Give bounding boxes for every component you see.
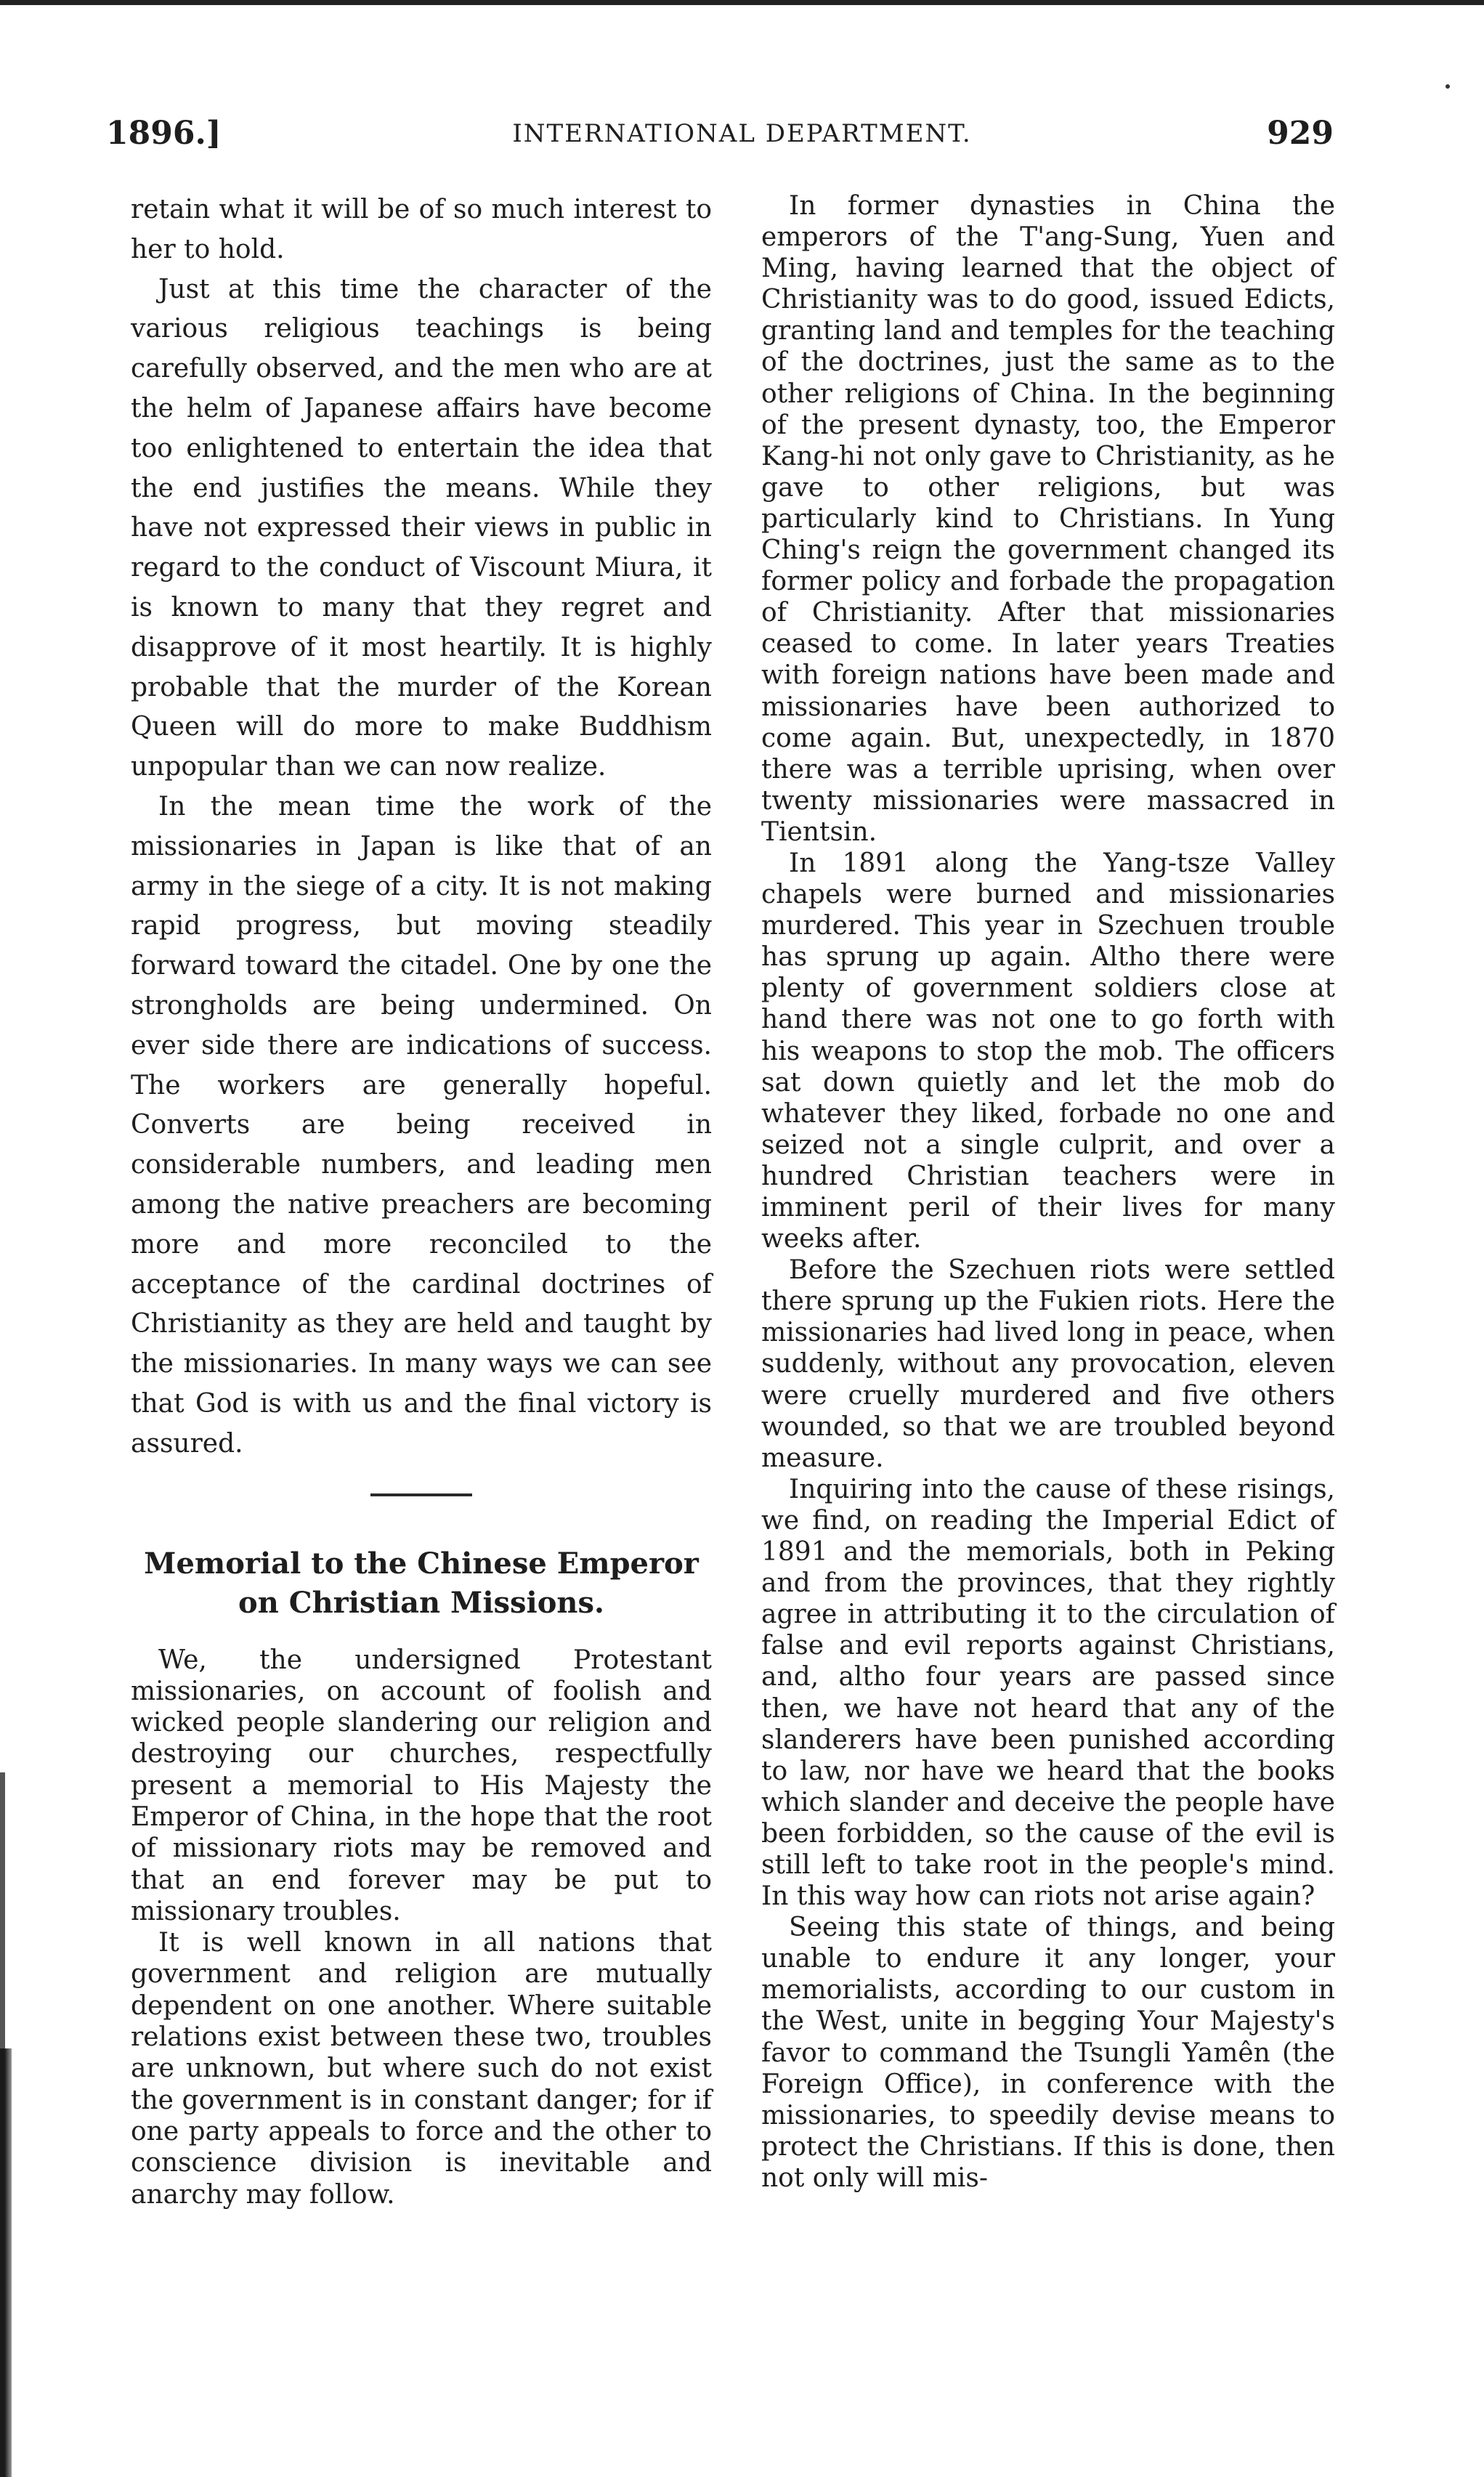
paragraph: Seeing this state of things, and being unable to endure it any longer, your memorialists, according to our custom in the West, unite in begging Your Majesty's favor to command the Tsungli Yamên (the Foreign Office), in conference with the missionaries, to speedily devise means to protect the Christians. If this is done, then not only will mis- — [761, 1913, 1335, 2193]
right-column — [761, 190, 1335, 2194]
running-header — [0, 115, 1484, 158]
left-column — [131, 190, 712, 2210]
memorial-body — [131, 1645, 712, 2210]
section-divider — [370, 1493, 472, 1496]
paragraph: Before the Szechuen riots were settled there sprung up the Fukien riots. Here the missionaries had lived long in peace, when suddenly, without any provocation, eleven were cruelly murdered and five others wounded, so that we are troubled beyond measure. — [761, 1255, 1335, 1473]
page-number: 929 — [1267, 115, 1334, 152]
paragraph: In 1891 along the Yang-tsze Valley chapels were burned and missionaries murdered. This year in Szechuen trouble has sprung up again. Altho there were plenty of government soldiers close at hand there was not one to go forth with his weapons to stop the mob. The officers sat down quietly and let the mob do whatever they liked, forbade no one and seized not a single culprit, and over a hundred Christian teachers were in imminent peril of their lives for many weeks after. — [761, 848, 1335, 1254]
paragraph: retain what it will be of so much interest to her to hold. — [131, 195, 712, 264]
paragraph: Inquiring into the cause of these risings, we find, on reading the Imperial Edict of 1891 and the memorials, both in Peking and from the provinces, that they rightly agree in attributing it to the circulation of false and evil reports against Christians, and, altho four years are passed since then, we have not heard that any of the slanderers have been punished according to law, nor have we heard that the books which slander and deceive the people have been forbidden, so the cause of the evil is still left to take root in the people's mind. In this way how can riots not arise again? — [761, 1474, 1335, 1912]
header-title: INTERNATIONAL DEPARTMENT. — [512, 119, 972, 148]
binding-shadow-upper — [0, 1772, 5, 2048]
paragraph: Just at this time the character of the various religious teachings is being carefully observed, and the men who are at the helm of Japanese affairs have become too enlightened to entertain the idea that the end justifies the means. While they have not expressed their views in public in regard to the conduct of Viscount Miura, it is known to many that they regret and disapprove of it most heartily. It is highly probable that the murder of the Korean Queen will do more to make Buddhism unpopular than we can now realize. — [131, 274, 712, 782]
paragraph: We, the undersigned Protestant missionaries, on account of foolish and wicked people slandering our religion and destroying our churches, respectfully present a memorial to His Majesty the Emperor of China, in the hope that the root of missionary riots may be removed and that an end forever may be put to missionary troubles. — [131, 1645, 712, 1926]
article-title: Memorial to the Chinese Emperor on Christian Missions. — [144, 1546, 699, 1620]
paragraph: In the mean time the work of the missionaries in Japan is like that of an army in the siege of a city. It is not making rapid progress, but moving steadily forward toward the citadel. One by one the strongholds are being undermined. On ever side there are indications of success. The workers are generally hopeful. Converts are being received in considerable numbers, and leading men among the native preachers are becoming more and more reconciled to the acceptance of the cardinal doctrines of Christianity as they are held and taught by the missionaries. In many ways we can see that God is with us and the final victory is assured. — [131, 791, 712, 1459]
top-border-line — [0, 0, 1484, 5]
binding-shadow — [0, 2048, 12, 2477]
header-year: 1896.] — [106, 115, 222, 152]
margin-mark — [1446, 84, 1450, 89]
paragraph: In former dynasties in China the emperors of the T'ang-Sung, Yuen and Ming, having learned that the object of Christianity was to do good, issued Edicts, granting land and temples for the teaching of the doctrines, just the same as to the other religions of China. In the beginning of the present dynasty, too, the Emperor Kang-hi not only gave to Christianity, as he gave to other religions, but was particularly kind to Christians. In Yung Ching's reign the government changed its former policy and forbade the propagation of Christianity. After that missionaries ceased to come. In later years Treaties with foreign nations have been made and missionaries have been authorized to come again. But, unexpectedly, in 1870 there was a terrible uprising, when over twenty missionaries were massacred in Tientsin. — [761, 191, 1335, 847]
paragraph: It is well known in all nations that government and religion are mutually dependent on one another. Where suitable relations exist between these two, troubles are unknown, but where such do not exist the government is in constant danger; for if one party appeals to force and the other to conscience division is inevitable and anarchy may follow. — [131, 1928, 712, 2210]
